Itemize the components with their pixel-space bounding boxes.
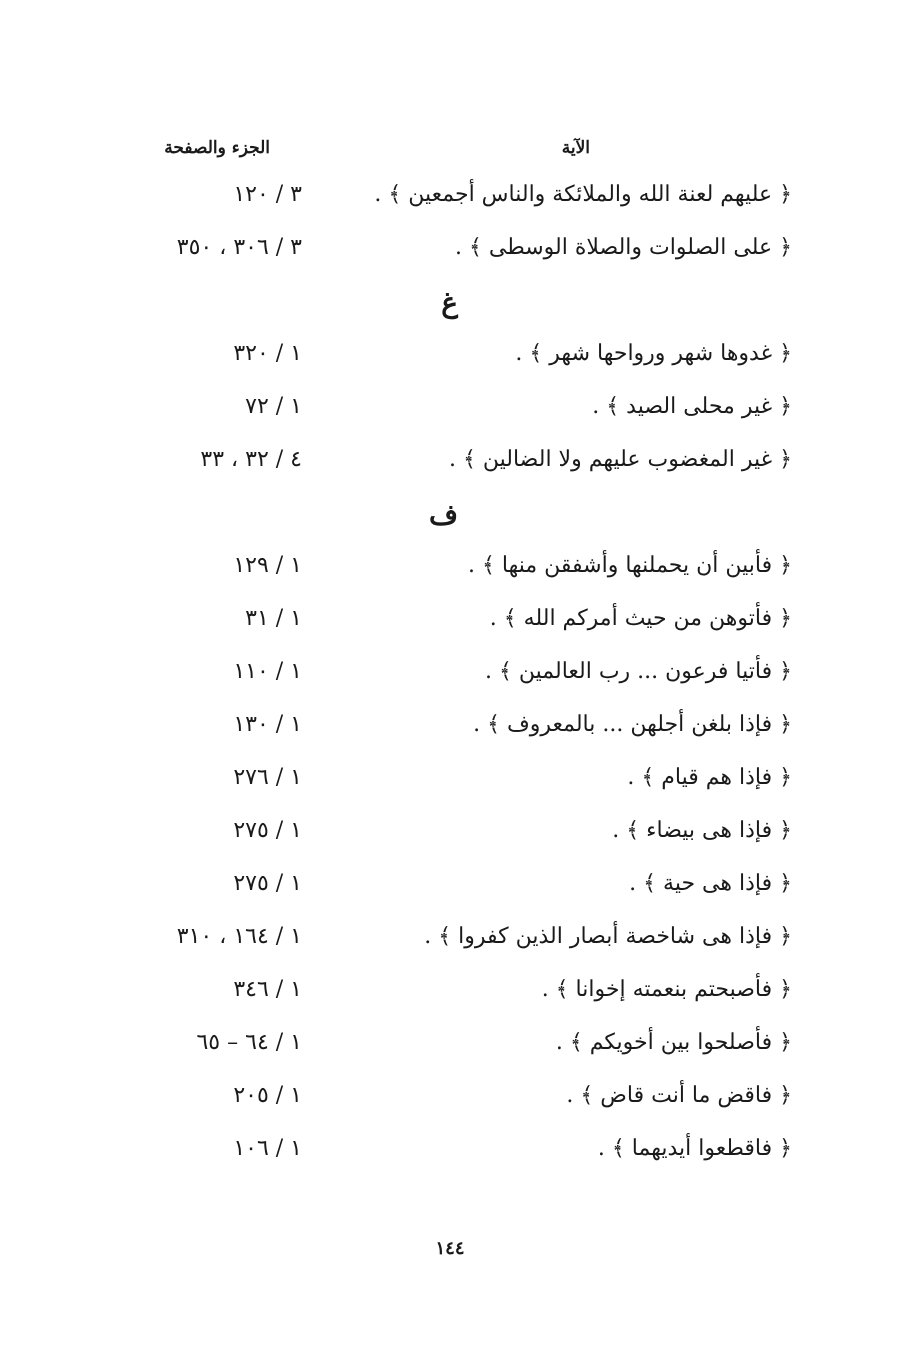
index-entry — [0, 653, 920, 706]
verse-text: ﴿ فإذا هى بيضاء ﴾ . — [612, 818, 792, 843]
volume-page-reference: ١ / ١٦٤ ، ٣١٠ — [176, 924, 302, 949]
index-entry — [0, 335, 920, 388]
index-entry — [0, 176, 920, 229]
volume-page-reference: ١ / ١٠٦ — [233, 1136, 302, 1161]
index-entry — [0, 547, 920, 600]
page-number: ١٤٤ — [435, 1238, 465, 1259]
verse-text: ﴿ فاقطعوا أيديهما ﴾ . — [597, 1136, 792, 1161]
index-entry — [0, 600, 920, 653]
section-letter-row — [0, 282, 920, 335]
section-letter-row — [0, 494, 920, 547]
section-letter: ف — [428, 498, 458, 531]
volume-page-reference: ١ / ٢٧٦ — [233, 765, 302, 790]
index-entry — [0, 706, 920, 759]
page-number-container — [0, 1238, 920, 1259]
volume-page-reference: ١ / ٢٧٥ — [233, 871, 302, 896]
volume-page-reference: ٤ / ٣٢ ، ٣٣ — [200, 447, 302, 472]
column-header-reference: الجزء والصفحة — [164, 138, 270, 158]
index-entry — [0, 759, 920, 812]
verse-text: ﴿ على الصلوات والصلاة الوسطى ﴾ . — [454, 235, 792, 260]
volume-page-reference: ١ / ٣٢٠ — [233, 341, 302, 366]
index-entry — [0, 441, 920, 494]
volume-page-reference: ١ / ١٣٠ — [233, 712, 302, 737]
index-entry — [0, 1130, 920, 1183]
verse-text: ﴿ غير محلى الصيد ﴾ . — [592, 394, 792, 419]
volume-page-reference: ١ / ٢٠٥ — [233, 1083, 302, 1108]
verse-text: ﴿ غير المغضوب عليهم ولا الضالين ﴾ . — [449, 447, 792, 472]
verse-text: ﴿ فإذا هى حية ﴾ . — [629, 871, 792, 896]
index-entry — [0, 1024, 920, 1077]
index-entry — [0, 229, 920, 282]
verse-text: ﴿ فأتوهن من حيث أمركم الله ﴾ . — [489, 606, 792, 631]
volume-page-reference: ١ / ٧٢ — [245, 394, 302, 419]
verse-text: ﴿ فأصبحتم بنعمته إخوانا ﴾ . — [541, 977, 792, 1002]
verse-text: ﴿ فاقض ما أنت قاض ﴾ . — [566, 1083, 792, 1108]
section-letter: غ — [441, 286, 458, 319]
index-entry — [0, 971, 920, 1024]
index-entry — [0, 1077, 920, 1130]
volume-page-reference: ٣ / ٣٠٦ ، ٣٥٠ — [176, 235, 302, 260]
verse-text: ﴿ فإذا هى شاخصة أبصار الذين كفروا ﴾ . — [424, 924, 792, 949]
column-header-verse: الآية — [561, 138, 590, 158]
verse-text: ﴿ فإذا هم قيام ﴾ . — [627, 765, 792, 790]
volume-page-reference: ١ / ٦٤ – ٦٥ — [196, 1030, 302, 1055]
index-entry — [0, 865, 920, 918]
volume-page-reference: ١ / ١١٠ — [233, 659, 302, 684]
index-entry — [0, 388, 920, 441]
index-entry — [0, 812, 920, 865]
volume-page-reference: ١ / ٣١ — [245, 606, 302, 631]
index-list — [0, 176, 920, 1183]
verse-text: ﴿ فإذا بلغن أجلهن ... بالمعروف ﴾ . — [473, 712, 792, 737]
verse-text: ﴿ فأصلحوا بين أخويكم ﴾ . — [555, 1030, 792, 1055]
verse-text: ﴿ فأتيا فرعون ... رب العالمين ﴾ . — [485, 659, 792, 684]
volume-page-reference: ٣ / ١٢٠ — [233, 182, 302, 207]
index-entry — [0, 918, 920, 971]
volume-page-reference: ١ / ١٢٩ — [233, 553, 302, 578]
verse-text: ﴿ غدوها شهر ورواحها شهر ﴾ . — [515, 341, 792, 366]
verse-text: ﴿ فأبين أن يحملنها وأشفقن منها ﴾ . — [468, 553, 792, 578]
volume-page-reference: ١ / ٢٧٥ — [233, 818, 302, 843]
volume-page-reference: ١ / ٣٤٦ — [233, 977, 302, 1002]
verse-text: ﴿ عليهم لعنة الله والملائكة والناس أجمعين ﴾ . — [374, 182, 792, 207]
